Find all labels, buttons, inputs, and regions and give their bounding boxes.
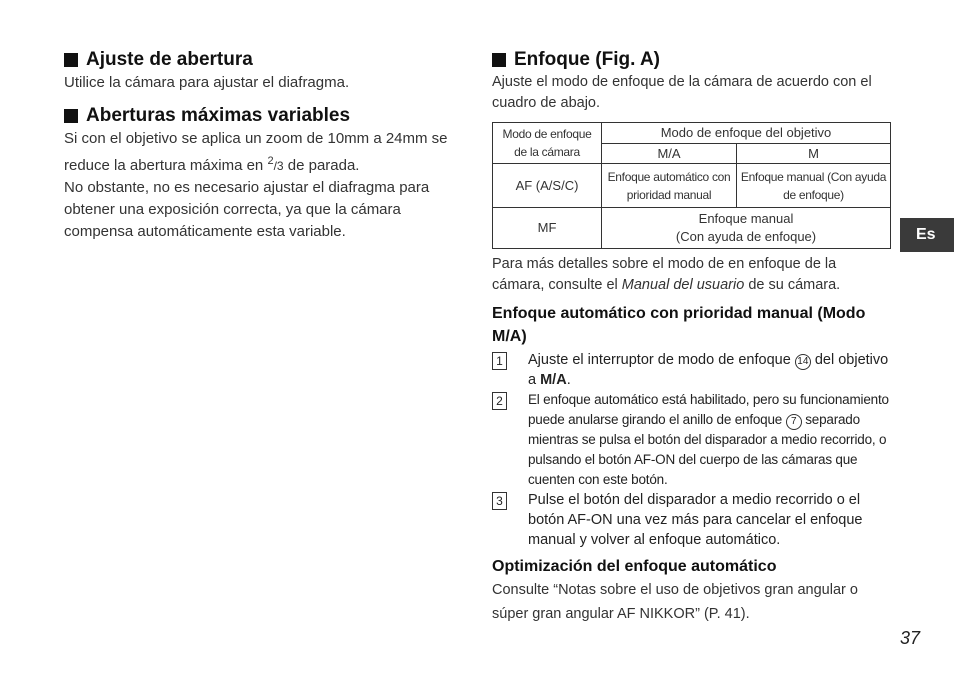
table-cell-af-ma: Enfoque automático con prioridad manual	[602, 164, 737, 208]
callout-7-icon: 7	[786, 414, 802, 430]
square-bullet-icon	[64, 109, 78, 123]
callout-14-icon: 14	[795, 354, 811, 370]
table-row-mf-label: MF	[493, 208, 602, 249]
optim-text: Consulte “Notas sobre el uso de objetivos gran angular o súper gran angular AF NIKKOR” (P. 41).	[492, 582, 858, 622]
table-header-camera-mode: Modo de enfoque de la cámara	[493, 123, 602, 164]
step-number-box: 2	[492, 392, 507, 410]
ajuste-text: Utilice la cámara para ajustar el diafragma.	[64, 74, 350, 91]
step-number-box: 3	[492, 492, 507, 510]
step-2-text: El enfoque automático está habilitado, pero su funcionamiento puede anularse girando el anillo de enfoque 7 separado mientras se pulsa el botón del disparador a medio recorrido, o pulsando el botón AF-ON del cuerpo de las cámaras que cuenten con este botón.	[528, 392, 889, 487]
subsection-title-optim: Optimización del enfoque automático	[492, 558, 777, 575]
aberturas-paragraph-2: No obstante, no es necesario ajustar el diafragma para obtener una exposición correcta, ya que la cámara compensa automáticamente esta variable.	[64, 179, 430, 240]
table-row-af-label: AF (A/S/C)	[493, 164, 602, 208]
table-cell-af-m: Enfoque manual (Con ayuda de enfoque)	[737, 164, 891, 208]
table-header-lens-mode: Modo de enfoque del objetivo	[602, 123, 891, 144]
language-tab-es: Es	[900, 218, 954, 252]
step-2	[492, 390, 892, 490]
square-bullet-icon	[492, 53, 506, 67]
step-3	[492, 490, 892, 550]
subsection-title-afm: Enfoque automático con prioridad manual (Modo M/A)	[492, 305, 866, 345]
step-3-text: Pulse el botón del disparador a medio recorrido o el botón AF-ON una vez más para cancelar el enfoque manual y volver al enfoque automático.	[528, 492, 863, 548]
step-number-box: 1	[492, 352, 507, 370]
square-bullet-icon	[64, 53, 78, 67]
step-1	[492, 350, 892, 390]
section-title-ajuste: Ajuste de abertura	[64, 48, 464, 72]
table-col-ma: M/A	[602, 144, 737, 164]
enfoque-intro: Ajuste el modo de enfoque de la cámara de acuerdo con el cuadro de abajo.	[492, 74, 872, 111]
section-title-aberturas: Aberturas máximas variables	[64, 104, 464, 128]
page-number: 37	[900, 628, 921, 648]
aberturas-paragraph-1: Si con el objetivo se aplica un zoom de 10mm a 24mm se reduce la abertura máxima en $^2$/3 de parada.	[64, 130, 448, 174]
details-paragraph: Para más detalles sobre el modo de en enfoque de la cámara, consulte el Manual del usuario de su cámara.	[492, 256, 841, 293]
section-title-enfoque: Enfoque (Fig. A)	[492, 48, 892, 72]
left-column	[64, 48, 464, 243]
table-cell-mf-value: Enfoque manual (Con ayuda de enfoque)	[602, 208, 891, 249]
step-1-text: Ajuste el interruptor de modo de enfoque 14 del objetivo a M/A.	[528, 352, 889, 388]
right-column	[492, 48, 892, 626]
focus-mode-table	[492, 122, 891, 249]
table-col-m: M	[737, 144, 891, 164]
